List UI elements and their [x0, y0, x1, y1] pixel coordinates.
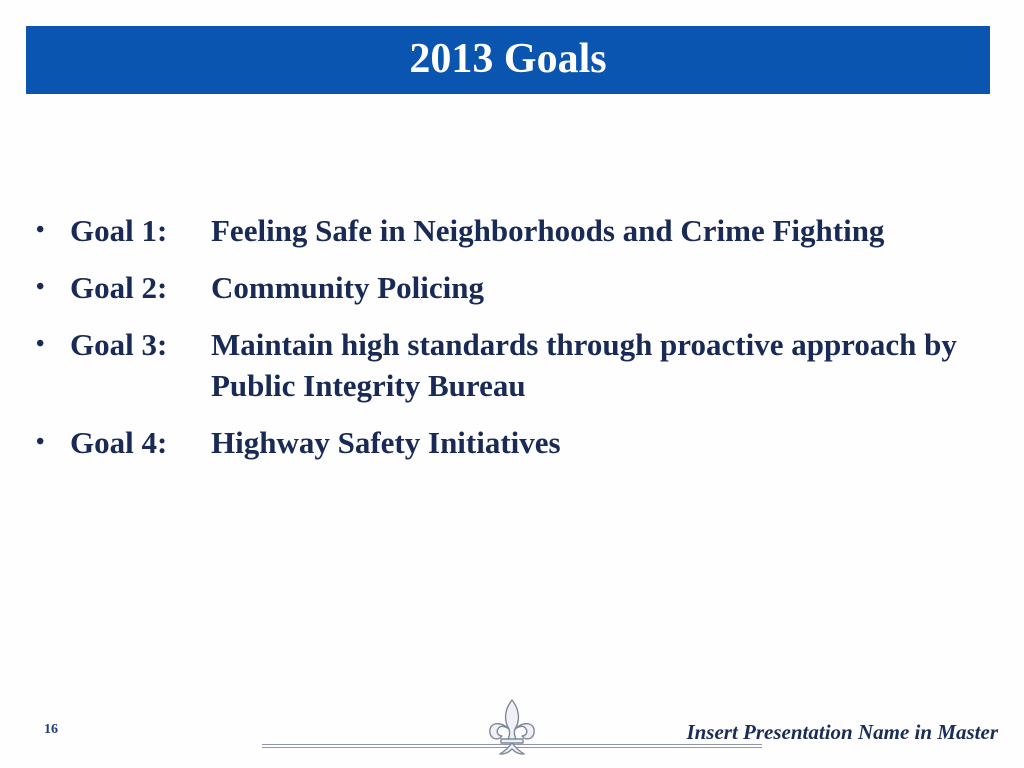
goal-item-1	[36, 210, 996, 251]
fleur-de-lis-icon	[480, 696, 544, 760]
goal-item-2	[36, 267, 996, 308]
goals-list	[36, 210, 996, 479]
bullet-icon: •	[36, 331, 45, 357]
goal-text: Highway Safety Initiatives	[211, 425, 561, 460]
bullet-icon: •	[36, 217, 45, 243]
goal-item-4	[36, 422, 996, 463]
goal-text: Maintain high standards through proactive approach by Public Integrity Bureau	[211, 327, 957, 403]
page-number: 16	[44, 722, 58, 737]
goal-label: Goal 3:	[70, 327, 168, 362]
goal-label: Goal 4:	[70, 425, 168, 460]
bullet-icon: •	[36, 274, 45, 300]
goal-label: Goal 2:	[70, 270, 168, 305]
goal-item-3	[36, 324, 996, 406]
slide-title: 2013 Goals	[409, 36, 607, 82]
goal-text: Community Policing	[211, 270, 484, 305]
bullet-icon: •	[36, 429, 45, 455]
title-bar	[26, 26, 990, 94]
goal-text: Feeling Safe in Neighborhoods and Crime Fighting	[211, 213, 885, 248]
goal-label: Goal 1:	[70, 213, 168, 248]
presentation-name: Insert Presentation Name in Master	[686, 720, 998, 744]
